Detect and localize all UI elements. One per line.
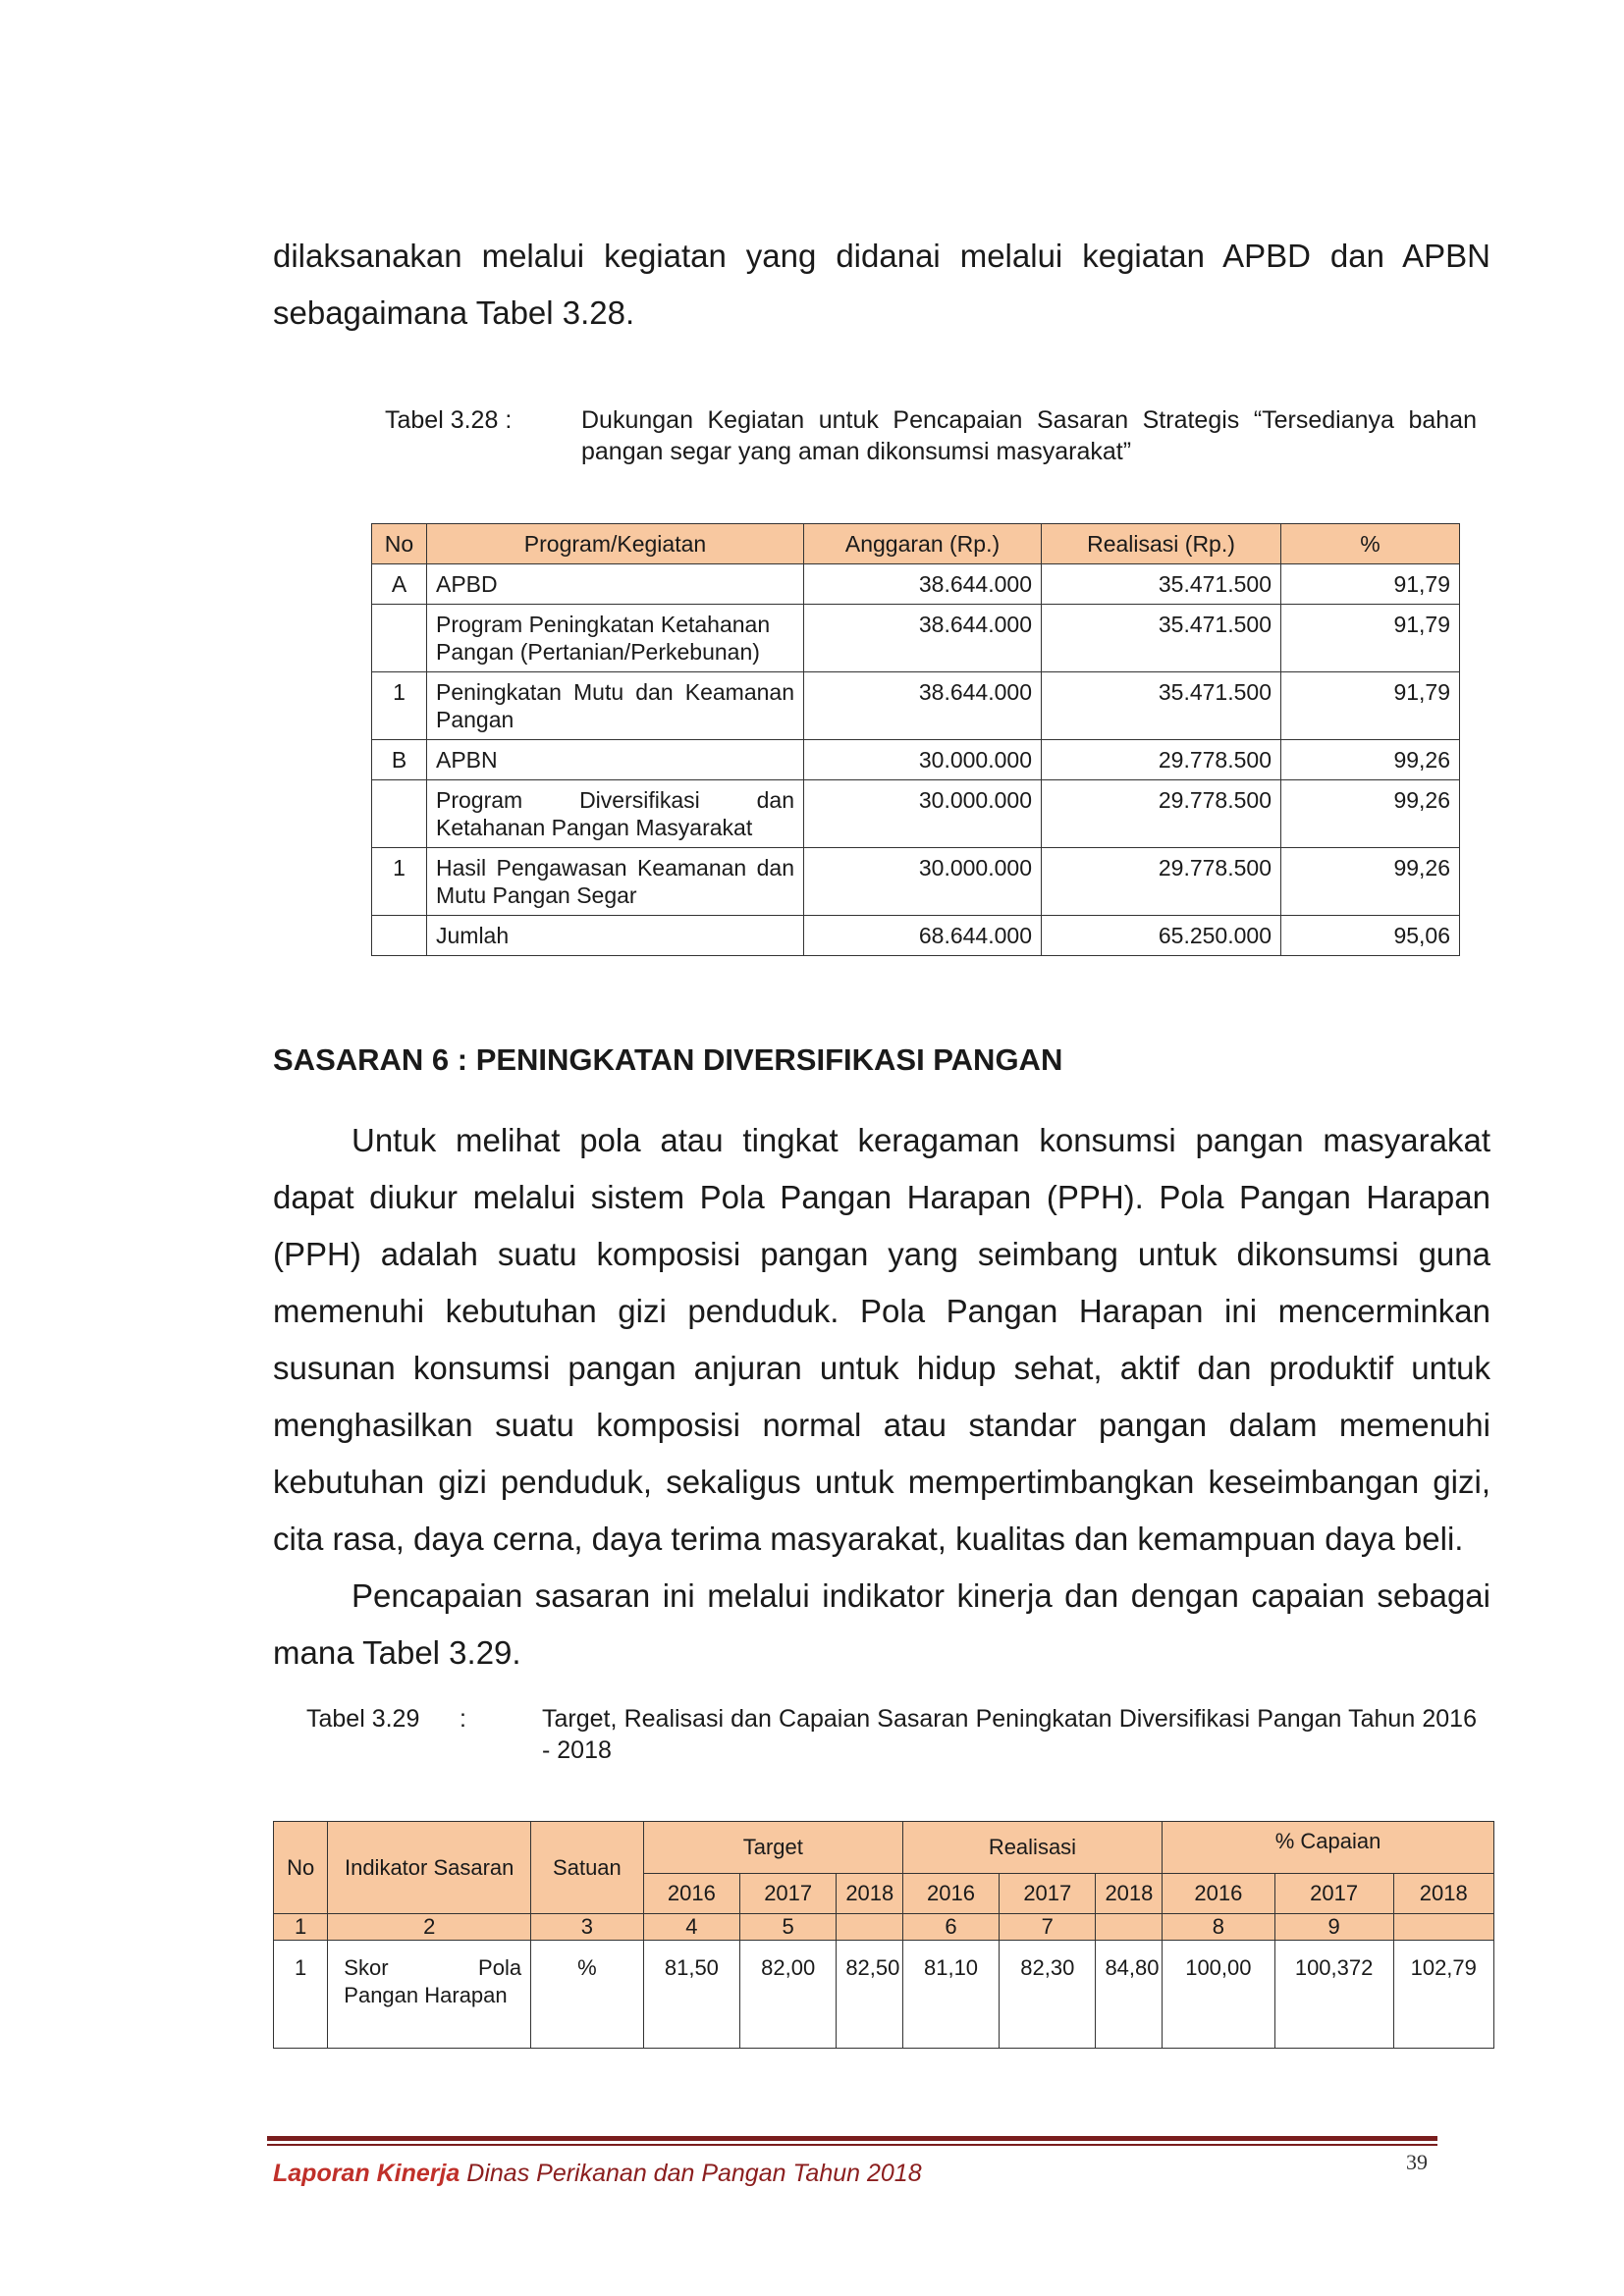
column-number: 7	[1000, 1914, 1096, 1941]
table-3-28-label: Tabel 3.28 :	[385, 406, 513, 434]
indikator-word-1: Skor	[344, 1955, 389, 1980]
table-row	[274, 1941, 1494, 2049]
table-row	[372, 564, 1460, 605]
col-header-program: Program/Kegiatan	[427, 524, 804, 564]
cell-no: B	[372, 740, 427, 780]
cell-no	[372, 780, 427, 848]
footer-title-bold: Laporan Kinerja	[273, 2160, 460, 2187]
section-heading: SASARAN 6 : PENINGKATAN DIVERSIFIKASI PANGAN	[273, 1042, 1063, 1077]
col-header-anggaran: Anggaran (Rp.)	[804, 524, 1042, 564]
cell-anggaran: 68.644.000	[804, 916, 1042, 956]
cell-percent: 91,79	[1281, 672, 1460, 740]
cell-target-2017: 82,00	[740, 1941, 837, 2049]
col-header-capaian: % Capaian	[1163, 1822, 1494, 1874]
column-number	[837, 1914, 903, 1941]
column-number: 2	[328, 1914, 531, 1941]
footer-rule-thick	[267, 2136, 1437, 2141]
cell-anggaran: 38.644.000	[804, 672, 1042, 740]
col-header-no: No	[372, 524, 427, 564]
cell-anggaran: 38.644.000	[804, 564, 1042, 605]
cell-program: Jumlah	[427, 916, 804, 956]
intro-paragraph: dilaksanakan melalui kegiatan yang didanai melalui kegiatan APBD dan APBN sebagaimana Tabel 3.28.	[273, 238, 1490, 331]
cell-realisasi-2017: 82,30	[1000, 1941, 1096, 2049]
indikator-word-2: Pola	[478, 1955, 522, 1980]
cell-program: Program Diversifikasi dan Ketahanan Pangan Masyarakat	[427, 780, 804, 848]
section-paragraph-2: Pencapaian sasaran ini melalui indikator kinerja dan dengan capaian sebagai mana Tabel 3.29.	[273, 1577, 1490, 1671]
indikator-line-2: Pangan Harapan	[344, 1983, 508, 2007]
cell-no: A	[372, 564, 427, 605]
cell-program: Program Peningkatan Ketahanan Pangan (Pertanian/Perkebunan)	[427, 605, 804, 672]
col-header-satuan: Satuan	[531, 1822, 644, 1914]
cell-no: 1	[274, 1941, 328, 2049]
table-row	[372, 848, 1460, 916]
cell-no: 1	[372, 848, 427, 916]
cell-anggaran: 30.000.000	[804, 780, 1042, 848]
column-number	[1393, 1914, 1494, 1941]
footer-rule-thin	[267, 2144, 1437, 2146]
table-3-29-title: Target, Realisasi dan Capaian Sasaran Peningkatan Diversifikasi Pangan Tahun 2016 - 2018	[542, 1705, 1477, 1764]
cell-percent: 99,26	[1281, 780, 1460, 848]
cell-program: Peningkatan Mutu dan Keamanan Pangan	[427, 672, 804, 740]
column-number: 4	[643, 1914, 739, 1941]
cell-percent: 99,26	[1281, 848, 1460, 916]
column-number: 6	[902, 1914, 999, 1941]
year-header: 2018	[837, 1874, 903, 1914]
col-header-percent: %	[1281, 524, 1460, 564]
year-header: 2017	[1274, 1874, 1393, 1914]
page-number: 39	[1406, 2150, 1428, 2174]
year-header: 2016	[643, 1874, 739, 1914]
cell-target-2016: 81,50	[643, 1941, 739, 2049]
table-3-28	[371, 523, 1460, 956]
table-3-29	[273, 1821, 1494, 2049]
cell-realisasi: 29.778.500	[1042, 848, 1281, 916]
column-number: 3	[531, 1914, 644, 1941]
cell-satuan: %	[531, 1941, 644, 2049]
year-header: 2018	[1096, 1874, 1163, 1914]
cell-anggaran: 38.644.000	[804, 605, 1042, 672]
cell-program: APBN	[427, 740, 804, 780]
year-header: 2016	[902, 1874, 999, 1914]
table-row	[372, 672, 1460, 740]
cell-percent: 91,79	[1281, 564, 1460, 605]
year-header: 2017	[740, 1874, 837, 1914]
cell-anggaran: 30.000.000	[804, 848, 1042, 916]
table-3-29-label: Tabel 3.29	[306, 1705, 420, 1733]
cell-no: 1	[372, 672, 427, 740]
table-3-28-title: Dukungan Kegiatan untuk Pencapaian Sasaran Strategis “Tersedianya bahan pangan segar yang aman dikonsumsi masyarakat”	[581, 406, 1477, 465]
year-header: 2018	[1393, 1874, 1494, 1914]
column-numbering-row	[274, 1914, 1494, 1941]
year-header: 2016	[1163, 1874, 1275, 1914]
cell-indikator	[328, 1941, 531, 2049]
col-header-realisasi: Realisasi (Rp.)	[1042, 524, 1281, 564]
table-3-29-colon: :	[460, 1705, 466, 1733]
cell-realisasi-2018: 84,80	[1096, 1941, 1163, 2049]
col-header-indikator: Indikator Sasaran	[328, 1822, 531, 1914]
column-number: 8	[1163, 1914, 1275, 1941]
cell-realisasi: 35.471.500	[1042, 605, 1281, 672]
col-header-target: Target	[643, 1822, 902, 1874]
cell-capaian-2017: 100,372	[1274, 1941, 1393, 2049]
table-row	[372, 605, 1460, 672]
column-number	[1096, 1914, 1163, 1941]
cell-capaian-2016: 100,00	[1163, 1941, 1275, 2049]
year-header: 2017	[1000, 1874, 1096, 1914]
column-number: 9	[1274, 1914, 1393, 1941]
table-row	[372, 780, 1460, 848]
cell-program: APBD	[427, 564, 804, 605]
col-header-no: No	[274, 1822, 328, 1914]
cell-target-2018: 82,50	[837, 1941, 903, 2049]
cell-program: Hasil Pengawasan Keamanan dan Mutu Pangan Segar	[427, 848, 804, 916]
column-number: 1	[274, 1914, 328, 1941]
cell-percent: 99,26	[1281, 740, 1460, 780]
cell-realisasi-2016: 81,10	[902, 1941, 999, 2049]
cell-realisasi: 29.778.500	[1042, 780, 1281, 848]
cell-realisasi: 65.250.000	[1042, 916, 1281, 956]
table-row	[372, 740, 1460, 780]
cell-capaian-2018: 102,79	[1393, 1941, 1494, 2049]
footer-title	[273, 2160, 922, 2188]
cell-realisasi: 29.778.500	[1042, 740, 1281, 780]
cell-anggaran: 30.000.000	[804, 740, 1042, 780]
cell-percent: 95,06	[1281, 916, 1460, 956]
table-row-total	[372, 916, 1460, 956]
cell-percent: 91,79	[1281, 605, 1460, 672]
table-3-28-caption	[385, 404, 1477, 467]
cell-no	[372, 605, 427, 672]
cell-realisasi: 35.471.500	[1042, 564, 1281, 605]
table-3-29-caption	[306, 1703, 1477, 1766]
cell-realisasi: 35.471.500	[1042, 672, 1281, 740]
col-header-realisasi: Realisasi	[902, 1822, 1162, 1874]
section-paragraph-1: Untuk melihat pola atau tingkat keragaman konsumsi pangan masyarakat dapat diukur melalui sistem Pola Pangan Harapan (PPH). Pola Pangan Harapan (PPH) adalah suatu komposisi pangan yang seimbang untuk dikonsumsi guna memenuhi kebutuhan gizi penduduk. Pola Pangan Harapan ini mencerminkan susunan konsumsi pangan anjuran untuk hidup sehat, aktif dan produktif untuk menghasilkan suatu komposisi normal atau standar pangan dalam memenuhi kebutuhan gizi penduduk, sekaligus untuk mempertimbangkan keseimbangan gizi, cita rasa, daya cerna, daya terima masyarakat, kualitas dan kemampuan daya beli.	[273, 1122, 1490, 1557]
cell-no	[372, 916, 427, 956]
column-number: 5	[740, 1914, 837, 1941]
footer-title-rest: Dinas Perikanan dan Pangan Tahun 2018	[466, 2160, 922, 2187]
